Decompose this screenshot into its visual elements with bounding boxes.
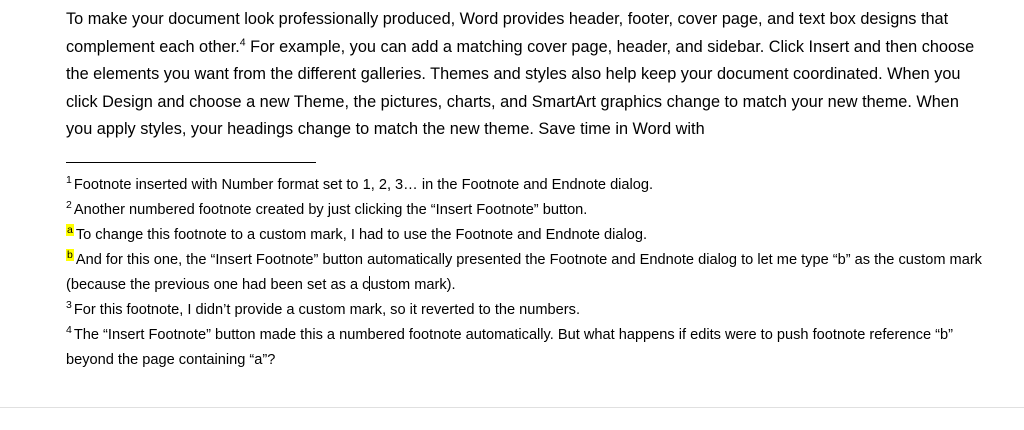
footnote-separator: [66, 162, 316, 163]
footnote-mark-a: a: [67, 223, 73, 236]
body-paragraph[interactable]: [66, 6, 988, 144]
footnotes-area: [66, 173, 988, 373]
body-paragraph-part1: To make your document look professionally produced, Word provides header, footer, cover page, and text box designs that complement each other.: [66, 10, 949, 56]
footnote-text-b-before-caret: And for this one, the “Insert Footnote” button automatically presented the Footnote and Endnote dialog to let me type “b” as the custom mark (because the previous one had been set as a c: [66, 251, 982, 293]
footnote-item-4[interactable]: [66, 323, 988, 373]
footnote-item-a[interactable]: [66, 223, 988, 248]
footnote-text-b-after-caret: ustom mark).: [370, 276, 456, 293]
footnote-reference-4[interactable]: 4: [239, 36, 246, 49]
footnote-item-2[interactable]: [66, 198, 988, 223]
body-paragraph-part2: For example, you can add a matching cover page, header, and sidebar. Click Insert and then choose the elements you want from the different galleries. Themes and styles also help keep your document coordinated. When you click Design and choose a new Theme, the pictures, charts, and SmartArt graphics change to match your new theme. When you apply styles, your headings change to match the new theme. Save time in Word with: [66, 37, 975, 138]
footnote-mark-4: 4: [66, 323, 72, 336]
page-bottom-edge: [0, 407, 1024, 430]
footnote-mark-2: 2: [66, 198, 72, 211]
footnote-text-2: Another numbered footnote created by just clicking the “Insert Footnote” button.: [73, 201, 588, 218]
footnote-item-b[interactable]: [66, 248, 988, 298]
footnote-item-1[interactable]: [66, 173, 988, 198]
footnote-text-1: Footnote inserted with Number format set to 1, 2, 3… in the Footnote and Endnote dialog.: [73, 176, 654, 193]
footnote-mark-b: b: [67, 248, 73, 261]
footnote-text-a: To change this footnote to a custom mark, I had to use the Footnote and Endnote dialog.: [75, 226, 647, 243]
footnote-text-3: For this footnote, I didn’t provide a custom mark, so it reverted to the numbers.: [73, 301, 580, 318]
footnote-mark-3: 3: [66, 298, 72, 311]
footnote-item-3[interactable]: [66, 298, 988, 323]
footnote-text-4: The “Insert Footnote” button made this a numbered footnote automatically. But what happens if edits were to push footnote reference “b” beyond the page containing “a”?: [66, 326, 953, 368]
page-content: [66, 0, 988, 429]
footnote-mark-1: 1: [66, 173, 72, 186]
